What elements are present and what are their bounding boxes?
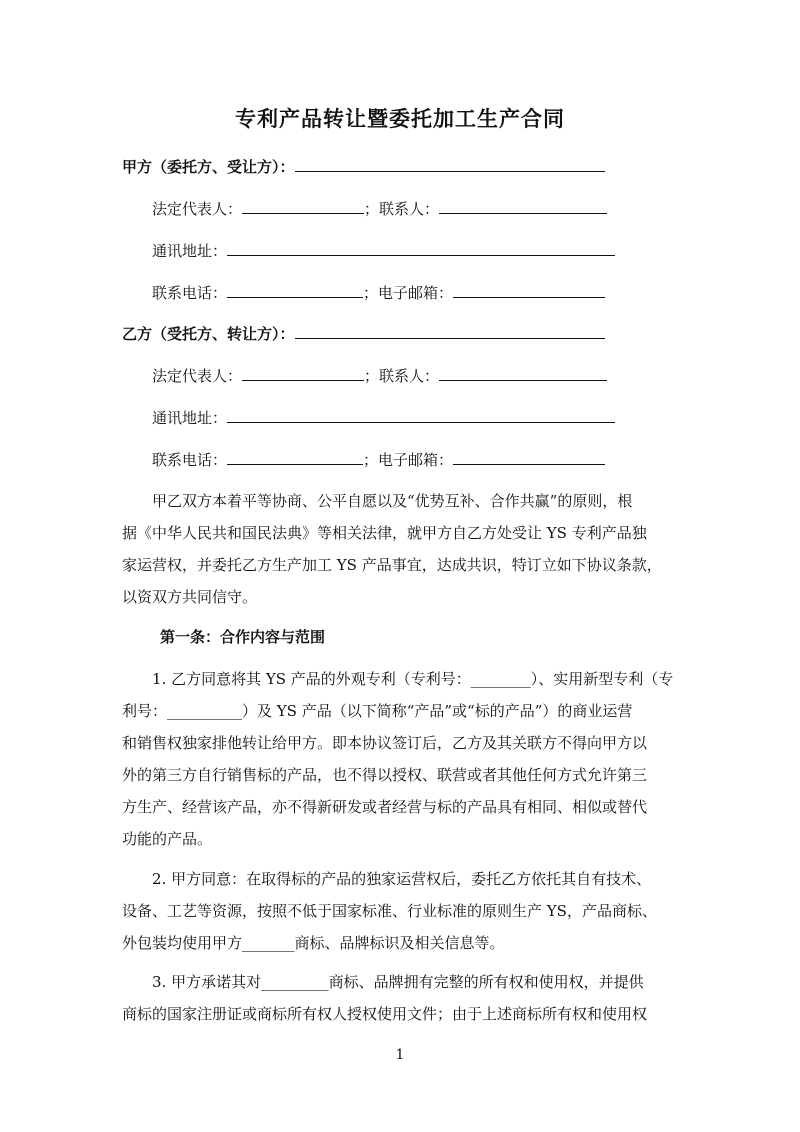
party-b-legal-rep-blank (242, 366, 364, 381)
preamble-line: 甲乙双方本着平等协商、公平自愿以及“优势互补、合作共赢”的原则，根 (152, 492, 633, 510)
party-b-heading: 乙方（受托方、转让方）： (122, 325, 295, 343)
party-a-contact-label: ；联系人： (364, 200, 440, 218)
party-b-phone-label: 联系电话： (152, 451, 228, 469)
clause-2-line: 2. 甲方同意：在取得标的产品的独家运营权后，委托乙方依托其自有技术、 (152, 870, 652, 888)
clause-1-line: 外的第三方自行销售标的产品，也不得以授权、联营或者其他任何方式允许第三 (122, 766, 648, 784)
party-b-email-blank (453, 450, 605, 465)
party-a-email-blank (453, 283, 605, 298)
clause-1-line: 方生产、经营该产品，亦不得新研发或者经营与标的产品具有相同、相似或替代 (122, 798, 648, 816)
party-a-phone-blank (227, 283, 363, 298)
party-b-address-row (152, 408, 615, 428)
clause-2-line: 外包装均使用甲方_______商标、品牌标识及相关信息等。 (122, 934, 505, 952)
party-b-contact-label: ；联系人： (364, 367, 440, 385)
clause-3-line: 商标的国家注册证或商标所有权人授权使用文件；由于上述商标所有权和使用权 (122, 1005, 648, 1023)
party-b-email-label: ；电子邮箱： (363, 451, 454, 469)
party-b-legal-rep-label: 法定代表人： (152, 367, 243, 385)
clause-1-line: 1. 乙方同意将其 YS 产品的外观专利（专利号：________）、实用新型专利（专 (152, 670, 674, 688)
party-a-legal-rep-row (152, 199, 607, 219)
party-b-address-blank (227, 408, 615, 423)
party-b-address-label: 通讯地址： (152, 409, 228, 427)
clause-2-line: 设备、工艺等资源，按照不低于国家标准、行业标准的原则生产 YS，产品商标、 (122, 902, 657, 920)
party-a-phone-row (152, 283, 605, 303)
page-number: 1 (395, 1047, 405, 1063)
preamble-line: 据《中华人民共和国民法典》等相关法律，就甲方自乙方处受让 YS 专利产品独 (122, 524, 647, 542)
clause-3-line: 3. 甲方承诺其对_________商标、品牌拥有完整的所有权和使用权，并提供 (152, 973, 644, 991)
clause-1-line: 和销售权独家排他转让给甲方。即本协议签订后，乙方及其关联方不得向甲方以 (122, 734, 648, 752)
party-a-name-blank (295, 157, 605, 172)
party-b-phone-row (152, 450, 605, 470)
party-b-contact-blank (439, 366, 607, 381)
clause-1-paragraph (122, 663, 680, 855)
party-b-legal-rep-row (152, 366, 607, 386)
party-a-address-label: 通讯地址： (152, 242, 228, 260)
party-b-name-blank (295, 324, 605, 339)
clause-1-line: 功能的产品。 (122, 830, 213, 848)
party-a-address-blank (227, 241, 615, 256)
party-a-address-row (152, 241, 615, 261)
article-1-heading: 第一条：合作内容与范围 (160, 628, 326, 646)
preamble-paragraph (122, 485, 680, 613)
party-a-phone-label: 联系电话： (152, 284, 228, 302)
document-title: 专利产品转让暨委托加工生产合同 (235, 106, 565, 131)
preamble-line: 家运营权，并委托乙方生产加工 YS 产品事宜，达成共识，特订立如下协议条款， (122, 556, 662, 574)
party-a-heading: 甲方（委托方、受让方）： (122, 158, 295, 176)
clause-1-line: 利号：__________）及 YS 产品（以下简称“产品”或“标的产品”）的商业运营 (122, 702, 633, 720)
party-a-legal-rep-blank (242, 199, 364, 214)
preamble-line: 以资双方共同信守。 (122, 588, 258, 606)
clause-2-paragraph (122, 863, 680, 959)
party-b-heading-row (122, 324, 605, 344)
party-a-email-label: ；电子邮箱： (363, 284, 454, 302)
party-b-phone-blank (227, 450, 363, 465)
party-a-legal-rep-label: 法定代表人： (152, 200, 243, 218)
clause-3-paragraph (122, 966, 680, 1030)
party-a-contact-blank (439, 199, 607, 214)
party-a-heading-row (122, 157, 605, 177)
